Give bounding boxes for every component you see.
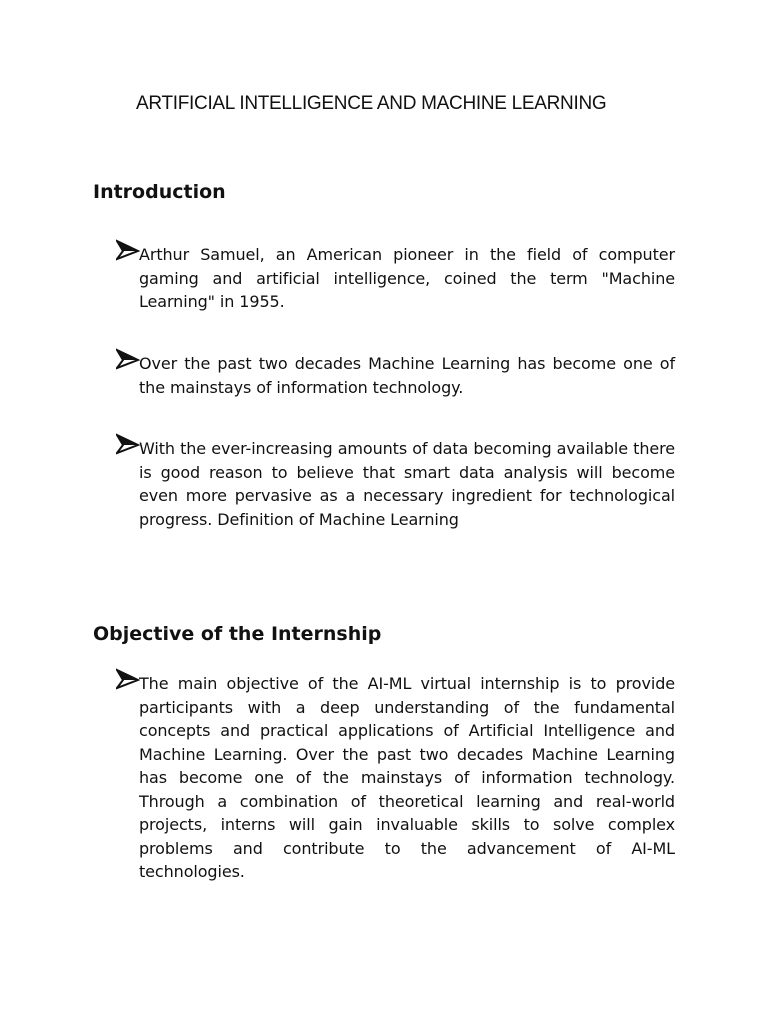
arrowhead-bullet-icon — [116, 239, 140, 261]
arrowhead-bullet-icon — [116, 348, 140, 370]
section-heading-introduction: Introduction — [93, 181, 226, 203]
bullet-text: Over the past two decades Machine Learning has become one of the mainstays of information technology. — [139, 354, 675, 397]
list-item — [116, 672, 676, 884]
list-item — [116, 243, 676, 314]
bullet-text: The main objective of the AI-ML virtual internship is to provide participants with a deep understanding of the fundamental concepts and practical applications of Artificial Intelligence and Machine Learning. Over the past two decades Machine Learning has become one of the mainstays of information technology. Through a combination of theoretical learning and real-world projects, interns will gain invaluable skills to solve complex problems and contribute to the advancement of AI-ML technologies. — [139, 674, 675, 881]
arrowhead-bullet-icon — [116, 433, 140, 455]
list-item — [116, 352, 676, 399]
bullet-text: Arthur Samuel, an American pioneer in the field of computer gaming and artificial intelligence, coined the term "Machine Learning" in 1955. — [139, 245, 675, 311]
document-title: ARTIFICIAL INTELLIGENCE AND MACHINE LEARNING — [136, 93, 607, 114]
section-heading-objective: Objective of the Internship — [93, 623, 382, 645]
bullet-text: With the ever-increasing amounts of data becoming available there is good reason to believe that smart data analysis will become even more pervasive as a necessary ingredient for technological progress. Definition of Machine Learning — [139, 439, 675, 529]
list-item — [116, 437, 676, 531]
arrowhead-bullet-icon — [116, 668, 140, 690]
